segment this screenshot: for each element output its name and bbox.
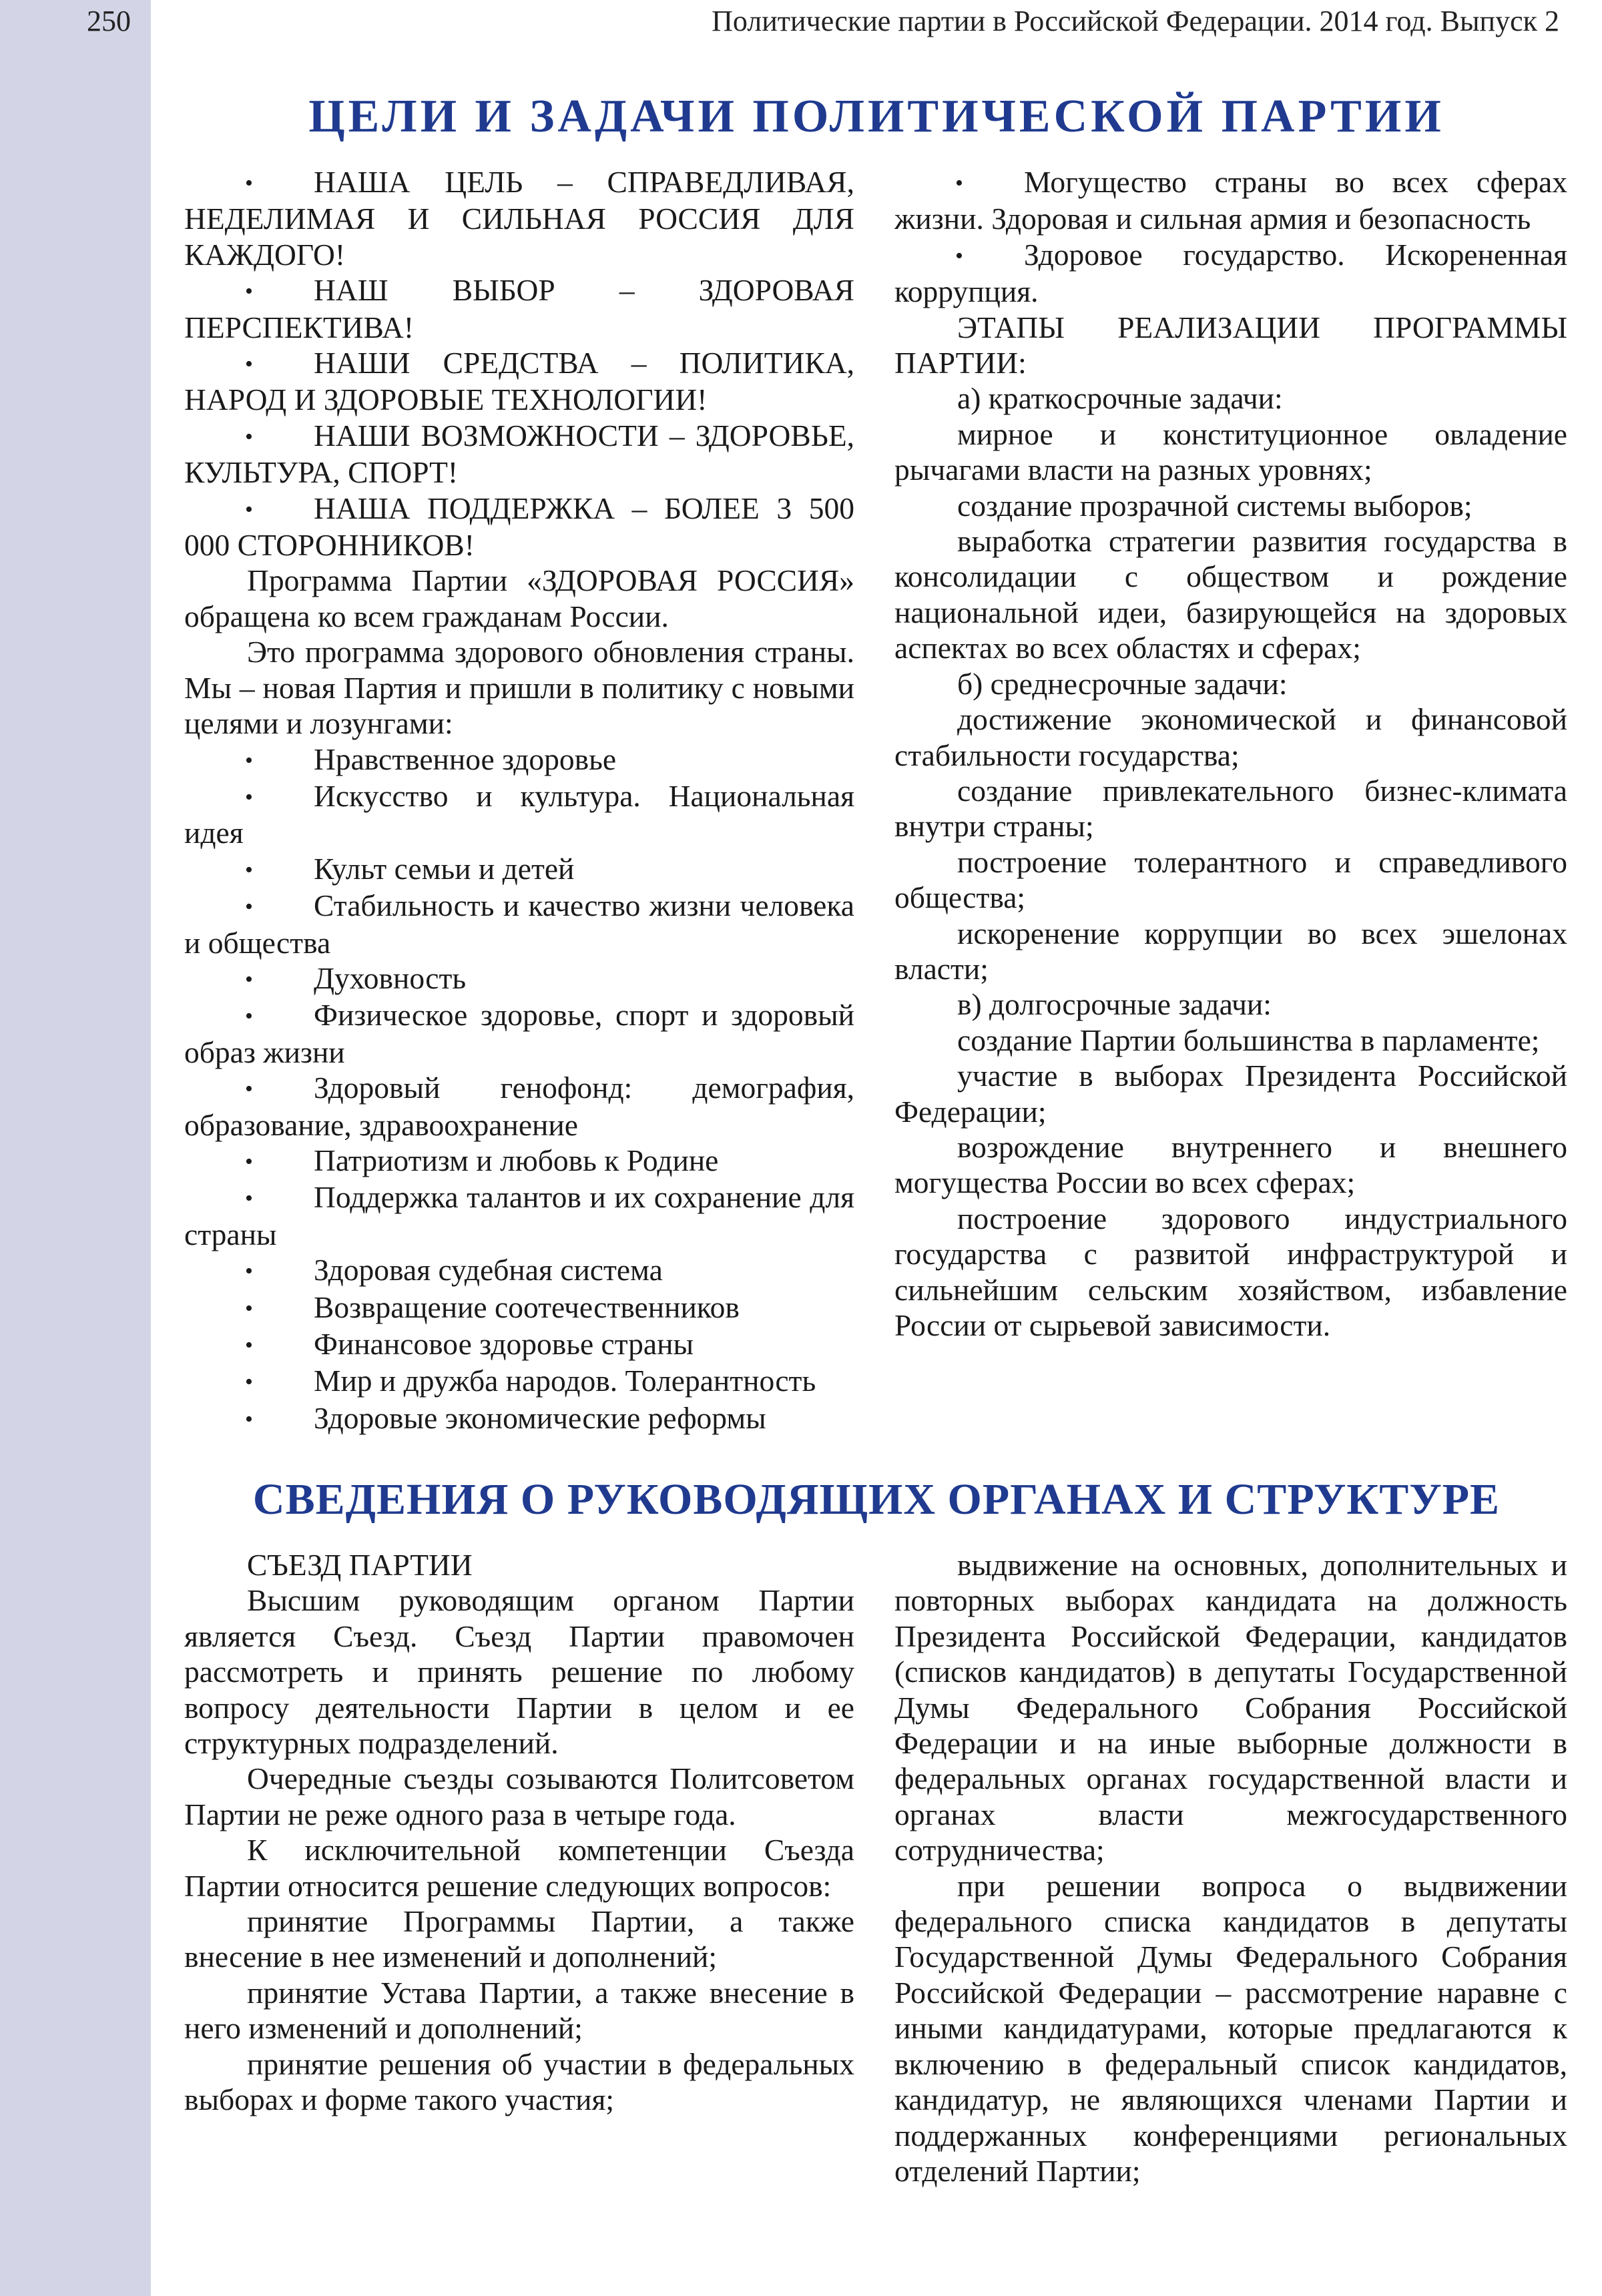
- section-title-structure: СВЕДЕНИЯ О РУКОВОДЯЩИХ ОРГАНАХ И СТРУКТУРЕ: [252, 1475, 1501, 1524]
- paragraph: достижение экономической и финансовой стабильности государства;: [894, 702, 1567, 772]
- bullet-text: Здоровая судебная система: [314, 1253, 663, 1287]
- paragraph: построение здорового индустриального государства с развитой инфраструктурой и сильнейшим сельским хозяйством, избавление России от сырьевой зависимости.: [894, 1201, 1567, 1342]
- bullet-icon: [184, 851, 314, 888]
- paragraph: создание привлекательного бизнес-климата внутри страны;: [894, 773, 1567, 844]
- bullet-icon: [184, 778, 314, 815]
- bullet-list-item: [184, 491, 854, 563]
- paragraph: выработка стратегии развития государства в консолидации с обществом и рождение национальной идеи, базирующейся на здоровых аспектах во всех областях и сферах;: [894, 524, 1567, 665]
- bullet-list-item: [184, 1179, 854, 1252]
- paragraph: создание Партии большинства в парламенте;: [957, 1023, 1540, 1057]
- paragraph: Это программа здорового обновления страны. Мы – новая Партия и пришли в политику с новыми целями и лозунгами:: [184, 635, 854, 741]
- paragraph: принятие Устава Партии, а также внесение в него изменений и дополнений;: [184, 1975, 854, 2046]
- bullet-icon: [894, 237, 1024, 274]
- bullet-text: Мир и дружба народов. Толерантность: [314, 1364, 816, 1398]
- bullet-icon: [184, 1252, 314, 1289]
- bullet-text: НАША ПОДДЕРЖКА – БОЛЕЕ 3 500 000 СТОРОННИКОВ!: [184, 491, 854, 563]
- bullet-icon: [184, 1400, 314, 1437]
- page-margin-band: [0, 0, 151, 2296]
- running-header: Политические партии в Российской Федерации. 2014 год. Выпуск 2: [712, 5, 1559, 37]
- bullet-text: Возвращение соотечественников: [314, 1289, 740, 1324]
- bullet-icon: [184, 272, 314, 309]
- paragraph: Очередные съезды созываются Политсоветом Партии не реже одного раза в четыре года.: [184, 1761, 854, 1831]
- paragraph: при решении вопроса о выдвижении федерального списка кандидатов в депутаты Государственной Думы Федерального Собрания Российской Федерации – рассмотрение наравне с иными кандидатурами, которые предлагаются к включению в федеральный список кандидатов, кандидатур, не являющихся членами Партии и поддержанных конференциями региональных отделений Партии;: [894, 1868, 1567, 2188]
- paragraph: Высшим руководящим органом Партии является Съезд. Съезд Партии правомочен рассмотреть и принять решение по любому вопросу деятельности Партии в целом и ее структурных подразделений.: [184, 1583, 854, 1761]
- bullet-list-item: [184, 1143, 854, 1179]
- bullet-text: Поддержка талантов и их сохранение для страны: [184, 1180, 854, 1251]
- paragraph: СЪЕЗД ПАРТИИ: [247, 1548, 473, 1582]
- paragraph: Программа Партии «ЗДОРОВАЯ РОССИЯ» обращена ко всем гражданам России.: [184, 563, 854, 633]
- bullet-icon: [184, 1070, 314, 1107]
- bullet-text: Здоровые экономические реформы: [314, 1400, 766, 1435]
- page-number: 250: [87, 5, 131, 37]
- bullet-icon: [184, 1289, 314, 1326]
- paragraph: К исключительной компетенции Съезда Партии относится решение следующих вопросов:: [184, 1833, 854, 1903]
- bullet-icon: [184, 960, 314, 997]
- bullet-text: НАШИ СРЕДСТВА – ПОЛИТИКА, НАРОД И ЗДОРОВЫЕ ТЕХНОЛОГИИ!: [184, 346, 854, 417]
- bullet-text: Здоровый генофонд: демография, образование, здравоохранение: [184, 1071, 854, 1142]
- bullet-list-item: [184, 1289, 854, 1326]
- bullet-list-item: [184, 1252, 854, 1289]
- paragraph: возрождение внутреннего и внешнего могущества России во всех сферах;: [894, 1129, 1567, 1200]
- bullet-text: Патриотизм и любовь к Родине: [314, 1143, 719, 1177]
- bullet-icon: [184, 997, 314, 1034]
- paragraph: создание прозрачной системы выборов;: [957, 488, 1473, 523]
- bullet-text: Физическое здоровье, спорт и здоровый образ жизни: [184, 998, 854, 1069]
- bullet-list-item: [184, 1400, 854, 1437]
- structure-left-column: [184, 1547, 854, 2118]
- structure-right-column: [894, 1547, 1567, 2189]
- bullet-icon: [184, 491, 314, 527]
- bullet-icon: [184, 1179, 314, 1216]
- paragraph: построение толерантного и справедливого общества;: [894, 844, 1567, 915]
- bullet-list-item: [184, 272, 854, 345]
- section-title-goals: ЦЕЛИ И ЗАДАЧИ ПОЛИТИЧЕСКОЙ ПАРТИИ: [308, 91, 1444, 142]
- paragraph: принятие Программы Партии, а также внесение в нее изменений и дополнений;: [184, 1904, 854, 1974]
- paragraph: б) среднесрочные задачи:: [957, 666, 1288, 701]
- paragraph: мирное и конституционное овладение рычагами власти на разных уровнях;: [894, 416, 1567, 487]
- bullet-icon: [184, 1326, 314, 1363]
- goals-right-column: [894, 164, 1567, 1343]
- bullet-list-item: [184, 345, 854, 418]
- bullet-list-item: [184, 997, 854, 1070]
- bullet-list-item: [184, 1326, 854, 1363]
- bullet-text: НАША ЦЕЛЬ – СПРАВЕДЛИВАЯ, НЕДЕЛИМАЯ И СИЛЬНАЯ РОССИЯ ДЛЯ КАЖДОГО!: [184, 165, 854, 272]
- bullet-text: Здоровое государство. Искорененная коррупция.: [894, 237, 1567, 309]
- bullet-list-item: [894, 237, 1567, 310]
- bullet-list-item: [184, 742, 854, 778]
- bullet-icon: [184, 164, 314, 201]
- bullet-text: Финансовое здоровье страны: [314, 1327, 694, 1361]
- bullet-list-item: [184, 1070, 854, 1143]
- bullet-icon: [184, 888, 314, 924]
- bullet-icon: [184, 1363, 314, 1400]
- bullet-text: Могущество страны во всех сферах жизни. Здоровая и сильная армия и безопасность: [894, 165, 1567, 236]
- bullet-list-item: [894, 164, 1567, 237]
- bullet-icon: [184, 418, 314, 455]
- goals-left-column: [184, 164, 854, 1437]
- bullet-list-item: [184, 960, 854, 997]
- bullet-icon: [894, 164, 1024, 201]
- paragraph: участие в выборах Президента Российской Федерации;: [894, 1059, 1567, 1129]
- bullet-list-item: [184, 851, 854, 888]
- bullet-list-item: [184, 418, 854, 491]
- bullet-icon: [184, 742, 314, 778]
- bullet-list-item: [184, 778, 854, 851]
- bullet-text: Искусство и культура. Национальная идея: [184, 778, 854, 850]
- paragraph: в) долгосрочные задачи:: [957, 987, 1272, 1022]
- bullet-text: Культ семьи и детей: [314, 851, 575, 886]
- bullet-list-item: [184, 1363, 854, 1400]
- bullet-text: НАШ ВЫБОР – ЗДОРОВАЯ ПЕРСПЕКТИВА!: [184, 273, 854, 344]
- bullet-icon: [184, 1143, 314, 1179]
- bullet-list-item: [184, 164, 854, 272]
- bullet-list-item: [184, 888, 854, 960]
- bullet-text: Нравственное здоровье: [314, 742, 617, 776]
- bullet-text: НАШИ ВОЗМОЖНОСТИ – ЗДОРОВЬЕ, КУЛЬТУРА, СПОРТ!: [184, 418, 854, 490]
- bullet-text: Духовность: [314, 960, 467, 995]
- paragraph: искоренение коррупции во всех эшелонах власти;: [894, 916, 1567, 986]
- bullet-text: Стабильность и качество жизни человека и общества: [184, 888, 854, 960]
- paragraph: принятие решения об участии в федеральных выборах и форме такого участия;: [184, 2046, 854, 2117]
- bullet-icon: [184, 345, 314, 382]
- paragraph: выдвижение на основных, дополнительных и повторных выборах кандидата на должность Президента Российской Федерации, кандидатов (списков кандидатов) в депутаты Государственной Думы Федерального Собрания Российской Федерации и на иные выборные должности в федеральных органах государственной власти и органах власти межгосударственного сотрудничества;: [894, 1548, 1567, 1868]
- paragraph: а) краткосрочные задачи:: [957, 381, 1283, 416]
- paragraph: ЭТАПЫ РЕАЛИЗАЦИИ ПРОГРАММЫ ПАРТИИ:: [894, 310, 1567, 380]
